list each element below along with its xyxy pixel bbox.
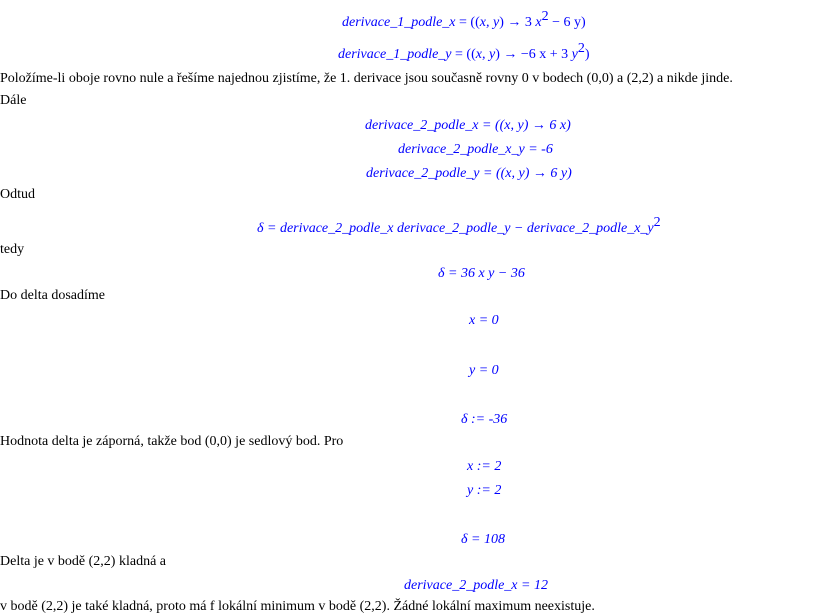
text-paragraph-7: Delta je v bodě (2,2) kladná a (0, 554, 166, 569)
text-paragraph-3: Odtud (0, 187, 35, 202)
formula-x-zero: x = 0 (469, 313, 499, 328)
formula-var: x (535, 15, 542, 30)
formula-derivace-1-podle-y (338, 41, 590, 63)
formula-y-two: y := 2 (467, 483, 502, 498)
formula-derivace-2-podle-x-y: derivace_2_podle_x_y = -6 (398, 142, 553, 157)
formula-x-two: x := 2 (467, 459, 502, 474)
formula-derivace-2-value: derivace_2_podle_x = 12 (404, 578, 548, 593)
formula-exponent: 2 (653, 215, 661, 230)
formula-derivace-2-podle-x: derivace_2_podle_x = ((x, y) → 6 x) (365, 118, 571, 133)
formula-tail: − 6 y) (548, 15, 586, 30)
formula-delta-positive: δ = 108 (461, 532, 505, 547)
formula-arrow: ) → 3 (499, 15, 536, 30)
text-paragraph-5: Do delta dosadíme (0, 288, 105, 303)
formula-delta-expanded: δ = 36 x y − 36 (438, 266, 525, 281)
formula-var: y (571, 47, 578, 62)
formula-arrow: ) → −6 x + 3 (495, 47, 572, 62)
text-paragraph-6: Hodnota delta je záporná, takže bod (0,0) je sedlový bod. Pro (0, 434, 344, 449)
formula-exponent: 2 (577, 41, 585, 56)
text-paragraph-8: v bodě (2,2) je také kladná, proto má f lokální minimum v bodě (2,2). Žádné lokální maximum neexistuje. (0, 599, 595, 614)
formula-derivace-1-podle-x (342, 9, 586, 31)
formula-args: x, y (479, 15, 500, 30)
formula-args: x, y (475, 47, 496, 62)
formula-y-zero: y = 0 (469, 363, 499, 378)
formula-eq: = (( (451, 47, 476, 62)
formula-main: δ = derivace_2_podle_x derivace_2_podle_y − derivace_2_podle_x_y (257, 221, 654, 236)
text-paragraph-1: Položíme-li oboje rovno nule a řešíme najednou zjistíme, že 1. derivace jsou současně rovny 0 v bodech (0,0) a (2,2) a nikde jinde. (0, 71, 733, 86)
formula-exponent: 2 (541, 9, 549, 24)
formula-delta-definition (257, 215, 661, 237)
formula-delta-negative: δ := -36 (461, 412, 508, 427)
text-paragraph-2: Dále (0, 93, 27, 108)
text-paragraph-4: tedy (0, 242, 25, 257)
formula-name: derivace_1_podle_x (342, 15, 456, 30)
formula-name: derivace_1_podle_y (338, 47, 452, 62)
formula-derivace-2-podle-y: derivace_2_podle_y = ((x, y) → 6 y) (366, 166, 572, 181)
formula-eq: = (( (455, 15, 480, 30)
formula-tail: ) (584, 47, 590, 62)
